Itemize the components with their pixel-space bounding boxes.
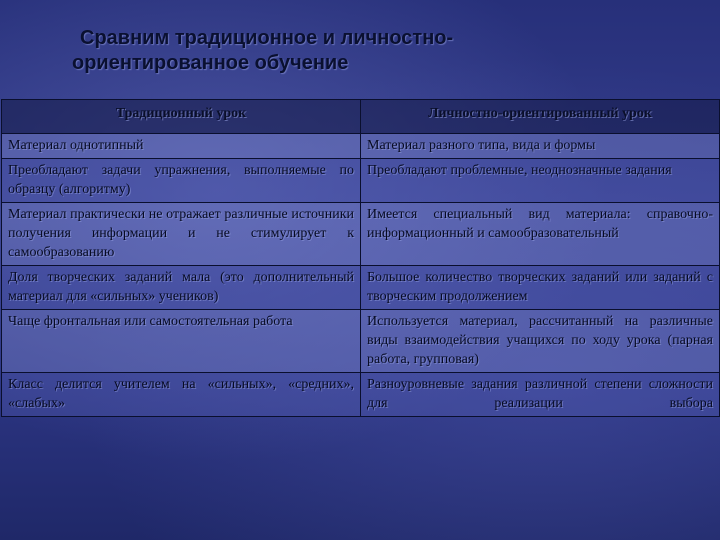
traditional-cell: Чаще фронтальная или самостоятельная работа — [2, 310, 361, 373]
table-row — [2, 310, 720, 373]
traditional-cell: Доля творческих заданий мала (это дополнительный материал для «сильных» учеников) — [2, 266, 361, 310]
personal-oriented-cell: Разноуровневые задания различной степени сложности для реализации выбора — [361, 373, 720, 417]
traditional-cell: Преобладают задачи упражнения, выполняемые по образцу (алгоритму) — [2, 159, 361, 203]
personal-oriented-cell: Преобладают проблемные, неоднозначные задания — [361, 159, 720, 203]
table-header-row — [2, 100, 720, 134]
traditional-cell: Материал однотипный — [2, 134, 361, 159]
title-line-1: Сравним традиционное и личностно- — [80, 27, 454, 49]
personal-oriented-cell: Материал разного типа, вида и формы — [361, 134, 720, 159]
header-personal-oriented-lesson: Личностно-ориентированный урок — [361, 100, 720, 134]
table-row — [2, 373, 720, 417]
comparison-table — [1, 99, 720, 417]
table-row — [2, 203, 720, 266]
table-row — [2, 159, 720, 203]
personal-oriented-cell: Имеется специальный вид материала: справочно-информационный и самообразовательный — [361, 203, 720, 266]
title-line-2: ориентированное обучение — [72, 52, 349, 74]
traditional-cell: Материал практически не отражает различные источники получения информации и не стимулирует к самообразованию — [2, 203, 361, 266]
personal-oriented-cell: Используется материал, рассчитанный на различные виды взаимодействия учащихся по ходу урока (парная работа, групповая) — [361, 310, 720, 373]
traditional-cell: Класс делится учителем на «сильных», «средних», «слабых» — [2, 373, 361, 417]
header-traditional-lesson: Традиционный урок — [2, 100, 361, 134]
table-row — [2, 134, 720, 159]
slide-title — [72, 26, 692, 76]
table-row — [2, 266, 720, 310]
personal-oriented-cell: Большое количество творческих заданий или заданий с творческим продолжением — [361, 266, 720, 310]
